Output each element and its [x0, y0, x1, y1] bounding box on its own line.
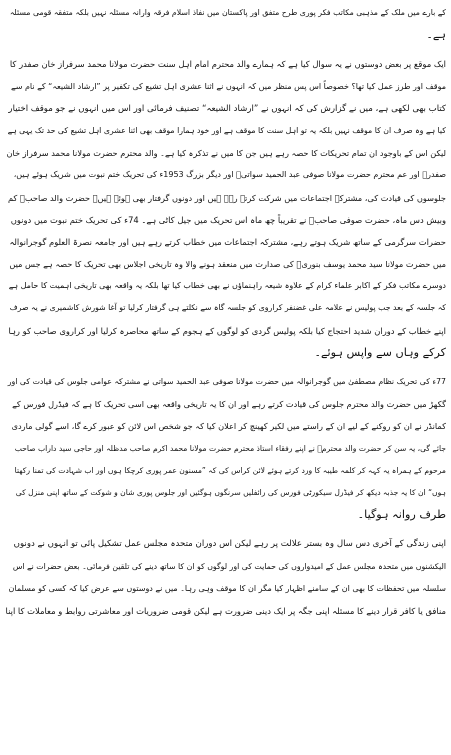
paragraph-3: [5, 371, 446, 526]
text-line: کرکے وہاں سے واپس ہوئے۔: [314, 345, 446, 359]
text-line: سلسلہ میں تحفظات کا بھی ان کے سامنے اظہار کیا مگر ان کا موقف وہی رہا۔ میں نے دوستوں سے عرض کیا کہ کسی کو مسلمان: [8, 583, 446, 593]
text-line: اپنے خطاب کے دوران شدید احتجاج کیا بلکہ پولیس گردی کو لوگوں کے ہجوم کے ساتھ محاصرہ کرلیا اور کراروی صاحب کو رہا: [8, 325, 446, 336]
text-line: موقف اور طرز عمل کیا تھا؟ خصوصاً اس پس منظر میں کہ انہوں نے اثنا عشری اہل تشیع کی تکفیر پر ”ارشاد الشیعہ“ کے نام سے: [11, 81, 446, 91]
text-line: الیکشنوں میں متحدہ مجلس عمل کے امیدواروں کی حمایت کی اور لوگوں کو ان کا ساتھ دینے کی تلقین فرمائی۔ بعض حضرات نے اس: [12, 561, 446, 571]
paragraph-4: [5, 533, 446, 622]
text-line: دوسرے مکاتب فکر کے اکابر علماء کرام کے علاوہ شیعہ راہنماؤں نے بھی خطاب کیا تھا بلکہ یہ واقعہ بھی تاریخی اہمیت کا حامل ہے: [8, 281, 446, 291]
text-line: ہے۔: [426, 28, 446, 42]
text-line: صفدرؒ اور عم محترم حضرت مولانا صوفی عبد الحمید سواتیؒ اور دیگر بزرگ 1953ء کی تحریک ختم نبوت میں شریک ہوئے ہیں،: [13, 170, 446, 180]
text-line: لیکن اس کے باوجود ان تمام تحریکات کا حصہ رہے ہیں جن کا میں نے تذکرہ کیا ہے۔ والد محترم حضرت مولانا محمد سرفراز خان: [6, 148, 446, 159]
text-line: جائے گی، یہ سن کر حضرت والد محترمؒ نے اپنے رفقاء استاذ محترم حضرت مولانا محمد اکرم صاحب مدظلہ اور حاجی سید داراب صاحب: [14, 443, 446, 453]
paragraph-1: [5, 2, 446, 46]
text-line: منافق یا کافر قرار دینے کا مسئلہ اپنی جگہ پر ایک دینی ضرورت ہے لیکن قومی ضروریات اور معاشرتی روابط و معاملات کا اپنا: [5, 605, 446, 616]
text-line: ایک موقع پر بعض دوستوں نے یہ سوال کیا ہے کہ ہمارے والد محترم امام اہل سنت حضرت مولانا محمد سرفراز خان صفدر کا: [9, 59, 446, 70]
text-line: کے بارے میں ملک کے مذہبی مکاتب فکر پوری طرح متفق اور پاکستان میں نفاذ اسلام فرقہ وارانہ مسئلہ نہیں بلکہ متفقہ قومی مسئلہ: [9, 8, 446, 17]
text-line: اپنی زندگی کے آخری دس سال وہ بستر علالت پر رہے لیکن اس دوران متحدہ مجلس عمل تشکیل پائی تو انہوں نے دونوں: [13, 539, 446, 550]
text-line: وبیش دس ماہ، حضرت صوفی صاحبؒ نے تقریباً چھ ماہ اس تحریک میں جیل کاٹی ہے۔ 74ء کی تحریک ختم نبوت میں دونوں: [10, 214, 446, 225]
text-line: طرف روانہ ہوگیا۔: [357, 508, 446, 522]
text-line: 77ء کی تحریک نظام مصطفیٰ میں گوجرانوالہ میں حضرت مولانا صوفی عبد الحمید سواتی نے مشترکہ عوامی جلوس کی قیادت کی اور: [7, 377, 446, 386]
text-line: گکھڑ میں حضرت والد محترم جلوس کی قیادت کرتے رہے اور ان کا یہ تاریخی واقعہ بھی اسی تحریک کا ہے کہ فیڈرل فورس کے: [12, 399, 446, 410]
text-line: کتاب بھی لکھی ہے، میں نے گزارش کی کہ انہوں نے ”ارشاد الشیعہ“ تصنیف فرمائی اور اس میں انہوں نے جو موقف اختیار: [8, 103, 446, 114]
text-line: کیا ہے وہ صرف ان کا موقف نہیں بلکہ یہ تو اہل سنت کا موقف ہے اور خود ہمارا موقف بھی اثنا عشری اہل تشیع کی حد تک یہی ہے: [7, 125, 446, 135]
text-line: کہ جلسہ کے بعد جب پولیس نے علامہ علی غضنفر کراروی کو جلسہ گاہ سے نکلتے ہی گرفتار کرلیا تو آغا شورش کاشمیری نے یہ صرف: [9, 303, 446, 313]
text-line: حضرات سرگرمی کے ساتھ شریک ہوتے رہے، مشترکہ اجتماعات میں خطاب کرتے رہے ہیں اور جامعہ نصرۃ العلوم گوجرانوالہ: [9, 236, 446, 247]
text-line: جلوسوں کی قیادت کی، مشترکہ اجتماعات میں شرکت کرتے رہے ہیں اور دونوں گرفتار بھی ہوئے ہیں۔ حضرت والد صاحبؒ کم: [7, 192, 446, 203]
paragraph-2: [5, 53, 446, 364]
text-line: میں حضرت مولانا سید محمد یوسف بنوریؒ کی صدارت میں منعقد ہونے والا وہ تاریخی اجلاس بھی تحریک کا حصہ ہے جس میں: [9, 259, 446, 270]
text-line: کمانڈر نے ان کو روکنے کے لیے ان کے راستے میں لکیر کھینچ کر اعلان کیا کہ جو شخص اس لائن کو عبور کرے گا، اسے گولی ماردی: [11, 421, 446, 432]
text-line: ہوں“ ان کا یہ جذبہ دیکھ کر فیڈرل سیکورٹی فورس کی رائفلیں سرنگوں ہوگئیں اور جلوس پوری شان و شوکت کے ساتھ اپنی منزل کی: [15, 487, 446, 497]
text-line: مرحوم کے ہمراہ یہ کہہ کر کلمہ طیبہ کا ورد کرتے ہوئے لائن کراس کی کہ ”مسنون عمر پوری کرچکا ہوں اور اب شہادت کی تمنا رکھتا: [14, 465, 446, 475]
